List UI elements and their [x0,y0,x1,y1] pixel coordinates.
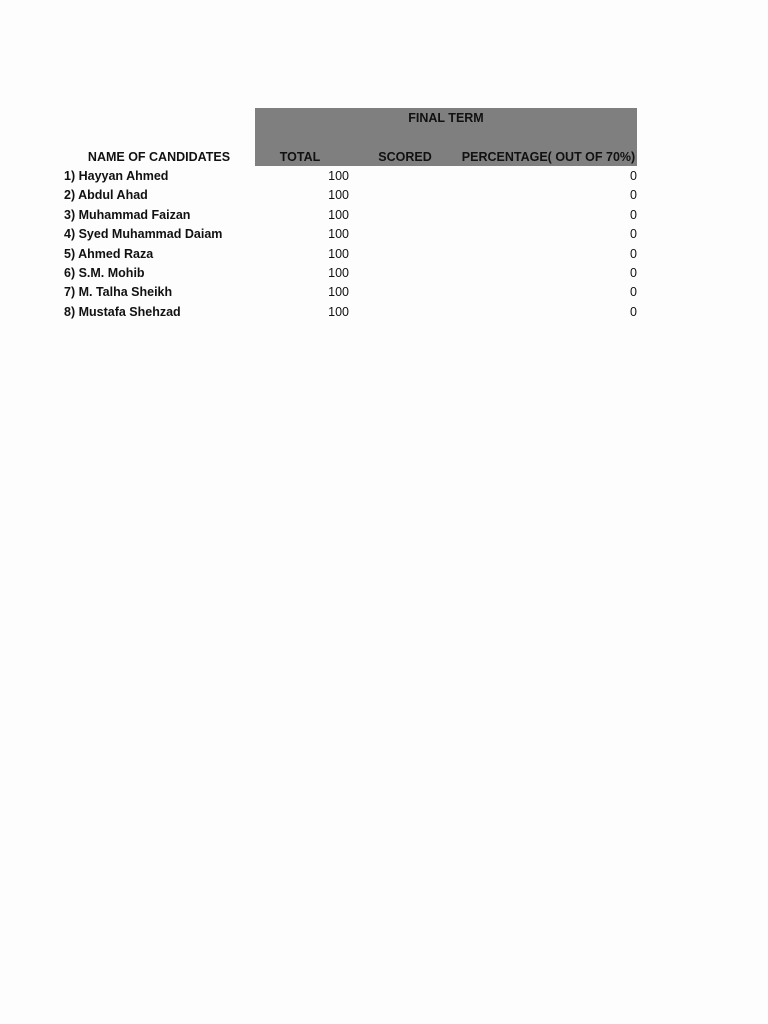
candidate-name: 4) Syed Muhammad Daiam [64,227,223,242]
candidate-name: 7) M. Talha Sheikh [64,285,173,300]
percentage-cell: 0 [630,227,637,242]
table-row [0,284,768,303]
percentage-cell: 0 [630,285,637,300]
percentage-cell: 0 [630,246,637,261]
column-header-name: NAME OF CANDIDATES [87,150,231,164]
total-cell: 100 [328,188,349,203]
total-cell: 100 [328,285,349,300]
candidate-name: 1) Hayyan Ahmed [64,169,169,183]
percentage-cell: 0 [630,304,637,319]
percentage-cell: 0 [630,265,637,280]
table-row [0,207,768,226]
total-cell: 100 [328,304,349,319]
table-row [0,246,768,265]
table-row [0,168,768,187]
total-cell: 100 [328,227,349,242]
final-term-title: FINAL TERM [408,111,484,125]
total-cell: 100 [328,169,349,183]
candidate-name: 3) Muhammad Faizan [64,207,191,222]
total-cell: 100 [328,246,349,261]
table-row [0,226,768,245]
percentage-cell: 0 [630,169,637,183]
column-header-scored: SCORED [378,150,432,164]
total-cell: 100 [328,207,349,222]
candidate-name: 8) Mustafa Shehzad [64,304,181,319]
percentage-cell: 0 [630,207,637,222]
candidate-name: 6) S.M. Mohib [64,265,145,280]
table-row [0,265,768,284]
table-row [0,187,768,206]
total-cell: 100 [328,265,349,280]
candidate-name: 2) Abdul Ahad [64,188,148,203]
percentage-cell: 0 [630,188,637,203]
table-row [0,304,768,323]
candidate-rows [0,168,768,323]
column-header-total: TOTAL [279,150,321,164]
candidate-name: 5) Ahmed Raza [64,246,154,261]
column-header-percentage: PERCENTAGE( OUT OF 70%) [461,150,636,164]
